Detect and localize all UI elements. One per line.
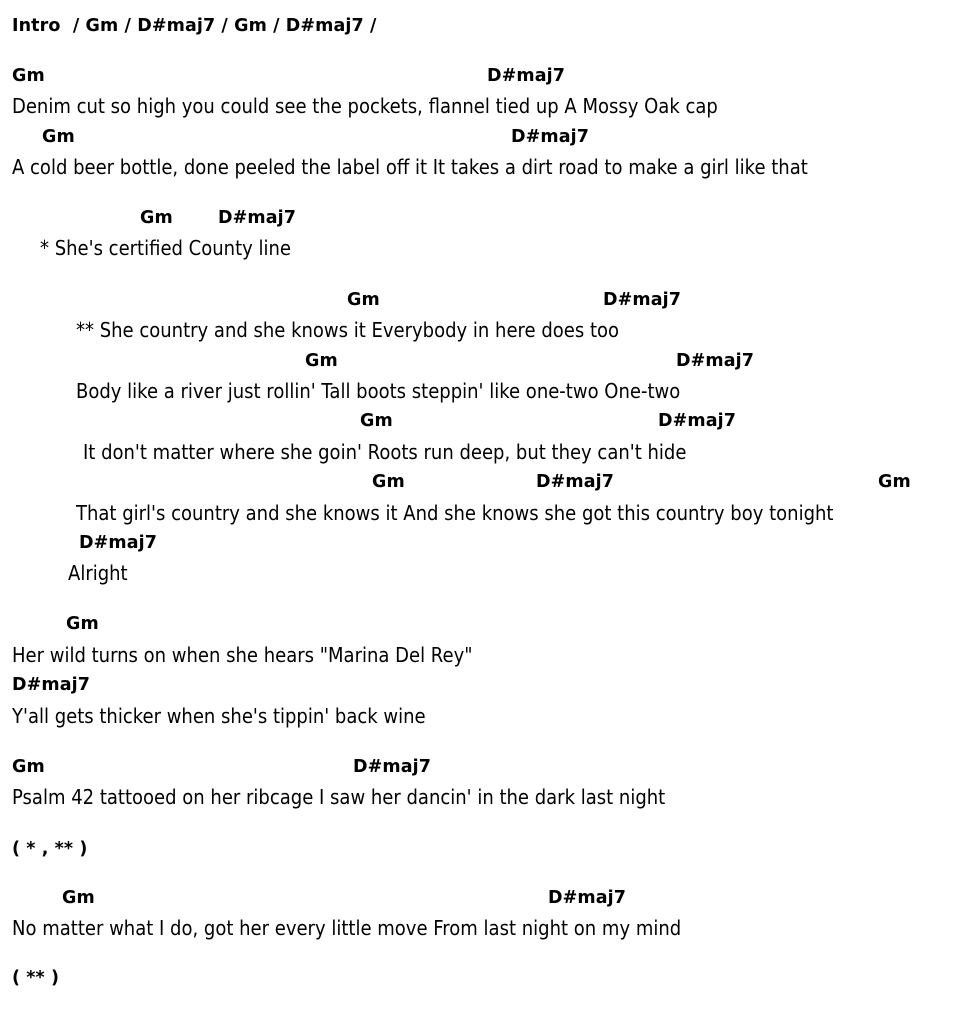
lyric-line: ** She country and she knows it Everybody in here does too (76, 318, 620, 342)
lyric-line: Y'all gets thicker when she's tippin' back wine (12, 704, 426, 728)
chord-label: D#maj7 (548, 888, 627, 908)
chord-label: Gm (305, 351, 338, 371)
chord-label: Gm (66, 614, 99, 634)
lyric-line: A cold beer bottle, done peeled the label off it It takes a dirt road to make a girl like that (12, 155, 808, 179)
intro-line: Intro / Gm / D#maj7 / Gm / D#maj7 / (12, 16, 377, 36)
lyric-line: Her wild turns on when she hears "Marina Del Rey" (12, 643, 473, 667)
chord-label: D#maj7 (536, 472, 615, 492)
chord-label: Gm (878, 472, 911, 492)
lyric-line: That girl's country and she knows it And she knows she got this country boy tonight (76, 501, 834, 525)
lyric-line: * She's certified County line (40, 236, 291, 260)
chord-label: Gm (42, 127, 75, 147)
chord-label: D#maj7 (79, 533, 158, 553)
repeat-marker: ( ** ) (12, 968, 60, 988)
chord-label: Gm (372, 472, 405, 492)
chord-label: D#maj7 (603, 290, 682, 310)
lyric-line: It don't matter where she goin' Roots run deep, but they can't hide (83, 440, 687, 464)
chord-label: Gm (12, 757, 45, 777)
lyric-line: Alright (68, 561, 128, 585)
chord-label: Gm (360, 411, 393, 431)
chord-label: D#maj7 (218, 208, 297, 228)
chord-label: D#maj7 (487, 66, 566, 86)
repeat-marker: ( * , ** ) (12, 839, 88, 859)
lyric-line: Denim cut so high you could see the pockets, flannel tied up A Mossy Oak cap (12, 94, 718, 118)
lyric-line: Body like a river just rollin' Tall boots steppin' like one-two One-two (76, 379, 681, 403)
chord-label: Gm (12, 66, 45, 86)
chord-label: D#maj7 (676, 351, 755, 371)
lyric-line: No matter what I do, got her every little move From last night on my mind (12, 916, 682, 940)
chord-label: Gm (62, 888, 95, 908)
chord-label: D#maj7 (511, 127, 590, 147)
chord-label: D#maj7 (658, 411, 737, 431)
chord-label: Gm (140, 208, 173, 228)
chord-label: D#maj7 (353, 757, 432, 777)
chord-label: D#maj7 (12, 675, 91, 695)
chord-label: Gm (347, 290, 380, 310)
lyric-line: Psalm 42 tattooed on her ribcage I saw her dancin' in the dark last night (12, 785, 666, 809)
